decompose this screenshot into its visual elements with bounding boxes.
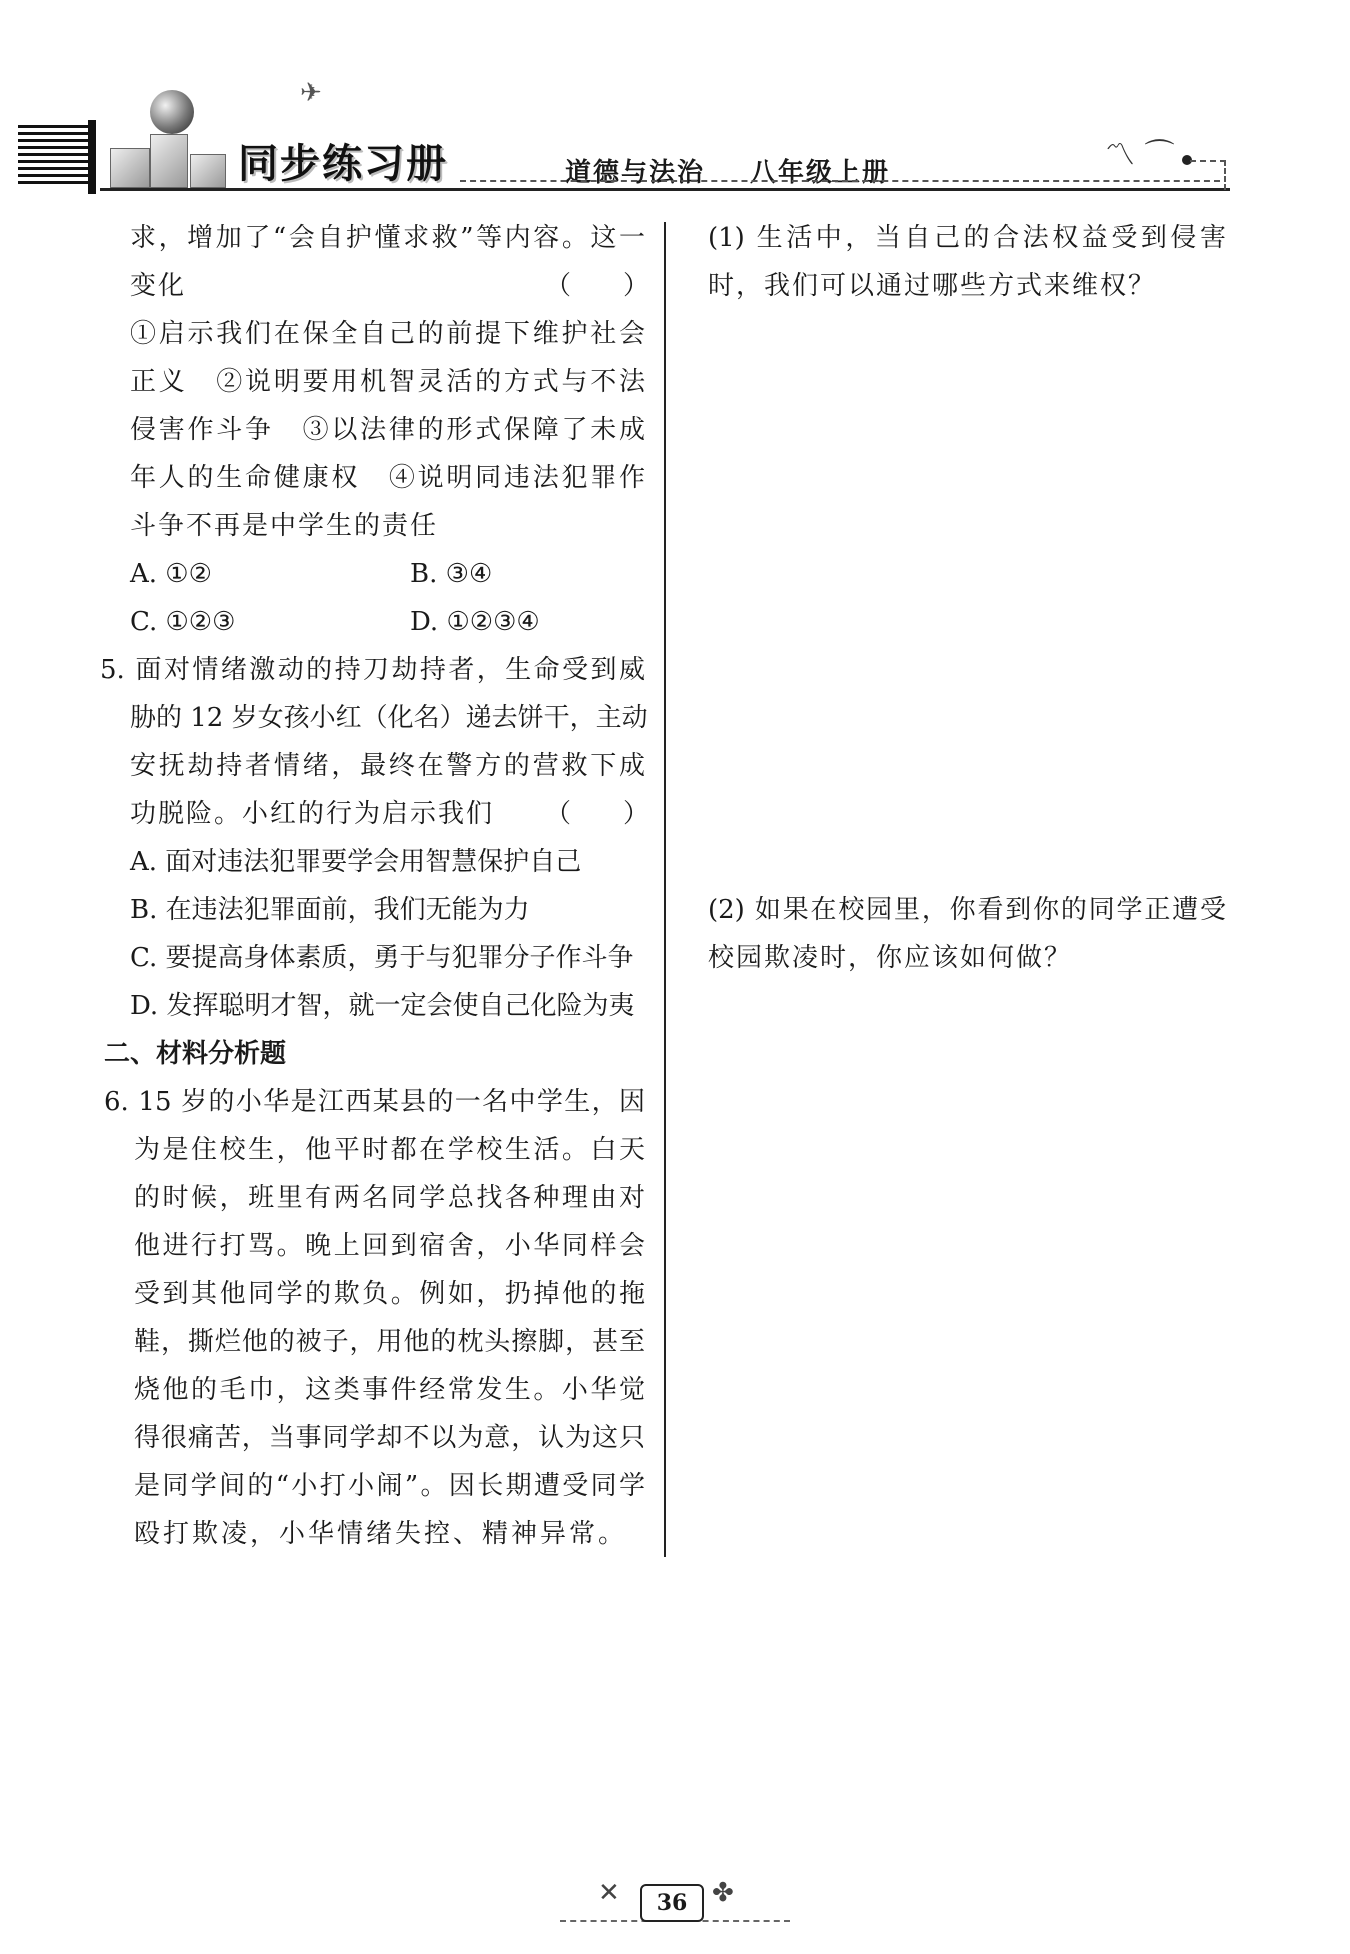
birds-icon: 〽 ⌒ bbox=[1105, 138, 1175, 173]
q6-text-line: 烧他的毛巾，这类事件经常发生。小华觉 bbox=[134, 1375, 645, 1405]
book-title: 同步练习册 bbox=[238, 141, 448, 187]
grade-label: 八年级上册 bbox=[750, 158, 891, 188]
q4-option-c[interactable]: C. ①②③ bbox=[130, 607, 236, 637]
paper-plane-icon: ✈ bbox=[300, 78, 322, 108]
q5-option-a[interactable]: A. 面对违法犯罪要学会用智慧保护自己 bbox=[130, 847, 582, 877]
star-icon: ✕ bbox=[598, 1878, 620, 1908]
q6-1-text-line: (1) 生活中，当自己的合法权益受到侵害 bbox=[708, 223, 1226, 253]
header-end-decoration bbox=[1190, 160, 1226, 190]
q5-option-c[interactable]: C. 要提高身体素质，勇于与犯罪分子作斗争 bbox=[130, 943, 634, 973]
q6-text-line: 得很痛苦，当事同学却不以为意，认为这只 bbox=[134, 1423, 645, 1453]
q4-statement-line: 正义 ②说明要用机智灵活的方式与不法 bbox=[130, 367, 645, 397]
q4-statement-line: 斗争不再是中学生的责任 bbox=[130, 511, 439, 541]
q6-text-line: 是同学间的“小打小闹”。因长期遭受同学 bbox=[134, 1471, 645, 1501]
header-stripes-decoration bbox=[18, 125, 88, 193]
q5-text-line: 功脱险。小红的行为启示我们 bbox=[130, 799, 495, 829]
q6-1-answer-area[interactable] bbox=[708, 320, 1226, 880]
q6-text-line: 6. 15 岁的小华是江西某县的一名中学生，因 bbox=[104, 1087, 645, 1117]
q6-text-line: 鞋，撕烂他的被子，用他的枕头擦脚，甚至 bbox=[134, 1327, 645, 1357]
pinwheel-icon: ✤ bbox=[712, 1878, 734, 1908]
q4-statement-line: ①启示我们在保全自己的前提下维护社会 bbox=[130, 319, 645, 349]
q5-answer-blank[interactable]: （ ） bbox=[545, 799, 650, 829]
q4-option-b[interactable]: B. ③④ bbox=[410, 559, 493, 589]
q6-text-line: 受到其他同学的欺负。例如，扔掉他的拖 bbox=[134, 1279, 645, 1309]
header-rule bbox=[100, 188, 1230, 191]
q5-text-line: 5. 面对情绪激动的持刀劫持者，生命受到威 bbox=[100, 655, 645, 685]
q4-option-d[interactable]: D. ①②③④ bbox=[410, 607, 540, 637]
q4-statement-line: 侵害作斗争 ③以法律的形式保障了未成 bbox=[130, 415, 645, 445]
q5-text-line: 胁的 12 岁女孩小红（化名）递去饼干，主动 bbox=[130, 703, 648, 733]
header-dashed-line bbox=[460, 180, 1220, 182]
q6-text-line: 殴打欺凌，小华情绪失控、精神异常。 bbox=[134, 1519, 628, 1549]
header-bar-decoration bbox=[88, 120, 96, 194]
q5-text-line: 安抚劫持者情绪，最终在警方的营救下成 bbox=[130, 751, 645, 781]
cubes-decoration-icon bbox=[110, 128, 230, 188]
q6-2-answer-area[interactable] bbox=[708, 992, 1226, 1552]
q4-text-line: 变化 bbox=[130, 271, 187, 301]
q6-text-line: 的时候，班里有两名同学总找各种理由对 bbox=[134, 1183, 645, 1213]
q6-2-text-line: 校园欺凌时，你应该如何做？ bbox=[708, 943, 1073, 973]
q6-1-text-line: 时，我们可以通过哪些方式来维权？ bbox=[708, 271, 1157, 301]
globe-icon bbox=[150, 90, 194, 134]
q5-option-d[interactable]: D. 发挥聪明才智，就一定会使自己化险为夷 bbox=[130, 991, 635, 1021]
q6-2-text-line: (2) 如果在校园里，你看到你的同学正遭受 bbox=[708, 895, 1226, 925]
q6-text-line: 他进行打骂。晚上回到宿舍，小华同样会 bbox=[134, 1231, 645, 1261]
q4-answer-blank[interactable]: （ ） bbox=[545, 271, 650, 301]
q4-option-a[interactable]: A. ①② bbox=[130, 559, 212, 589]
subject-label: 道德与法治 bbox=[565, 158, 706, 188]
q4-text-line: 求，增加了“会自护懂求救”等内容。这一 bbox=[130, 223, 645, 253]
column-divider bbox=[664, 222, 666, 1557]
section-title-material-analysis: 二、材料分析题 bbox=[104, 1039, 287, 1069]
q4-statement-line: 年人的生命健康权 ④说明同违法犯罪作 bbox=[130, 463, 645, 493]
page-number: 36 bbox=[640, 1884, 704, 1922]
page-header bbox=[0, 0, 1350, 210]
q6-text-line: 为是住校生，他平时都在学校生活。白天 bbox=[134, 1135, 645, 1165]
q5-option-b[interactable]: B. 在违法犯罪面前，我们无能为力 bbox=[130, 895, 530, 925]
